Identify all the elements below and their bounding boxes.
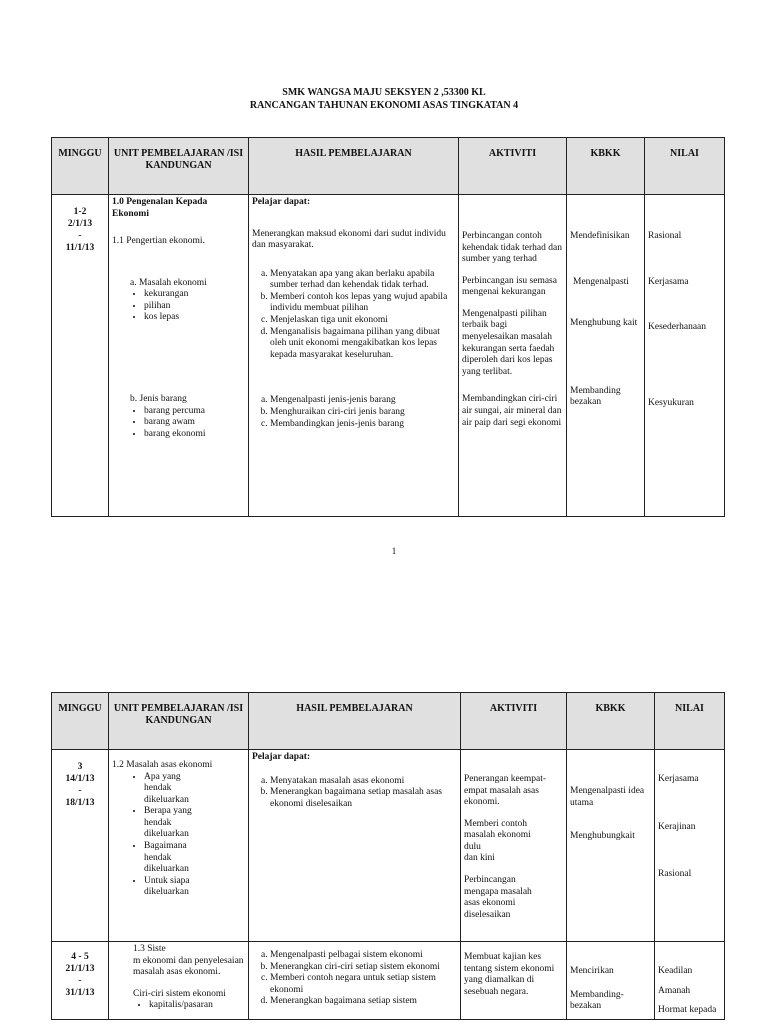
nilai-text: Rasional <box>658 869 692 880</box>
list-item: c. Memberi contoh negara untuk setiap sistem ekonomi <box>270 973 457 996</box>
unit-sub: Ciri-ciri sistem ekonomi <box>133 988 226 999</box>
list-item: • Berapa yang hendak dikeluarkan <box>144 806 205 841</box>
activity-cell <box>459 195 567 517</box>
unit-subtopic: 1.1 Pengertian ekonomi. <box>112 236 205 247</box>
list-item: c. Membandingkan jenis-jenis barang <box>270 419 455 431</box>
kbkk-text: Membanding bezakan <box>570 385 621 408</box>
list-item: • kos lepas <box>144 312 245 324</box>
outcome-intro: Pelajar dapat: <box>252 752 311 762</box>
kbkk-cell <box>567 942 655 1020</box>
activity-text: dan kini <box>464 853 495 864</box>
activity-text: Perbincangan mengapa masalah asas ekonomi diselesaikan <box>464 875 532 920</box>
unit-cell <box>109 750 249 942</box>
col-kbkk: KBKK <box>567 138 645 195</box>
list-item: b. Memberi contoh kos lepas yang wujud apabila individu membuat pilihan <box>270 292 455 315</box>
kbkk-text: Mengenalpasti idea utama <box>570 786 645 808</box>
plan-title: RANCANGAN TAHUNAN EKONOMI ASAS TINGKATAN 4 <box>249 100 519 111</box>
nilai-text: Amanah <box>658 985 691 996</box>
list-item: • barang awam <box>144 417 245 429</box>
col-hasil: HASIL PEMBELAJARAN <box>249 693 461 750</box>
nilai-cell <box>645 195 725 517</box>
unit-list <box>133 1000 245 1012</box>
table-row <box>52 942 725 1020</box>
school-title: SMK WANGSA MAJU SEKSYEN 2 ,53300 KL <box>282 87 486 98</box>
kbkk-text: Menghubungkait <box>570 831 635 842</box>
list-item: • Untuk siapa dikeluarkan <box>144 876 205 899</box>
activity-cell <box>461 942 567 1020</box>
col-hasil: HASIL PEMBELAJARAN <box>249 138 459 195</box>
list-item: • barang ekonomi <box>144 429 245 441</box>
nilai-text: Hormat kepada <box>658 1005 717 1016</box>
unit-heading-cont: m ekonomi dan penyelesaian masalah asas ekonomi. <box>133 955 244 978</box>
unit-b: b. Jenis barang <box>130 394 187 405</box>
col-kbkk: KBKK <box>567 693 655 750</box>
outcome-list <box>252 776 457 811</box>
list-item: c. Menjelaskan tiga unit ekonomi <box>270 315 455 327</box>
col-aktiviti: AKTIVITI <box>461 693 567 750</box>
nilai-text: Keadilan <box>658 966 693 976</box>
kbkk-cell <box>567 195 645 517</box>
activity-text: Membuat kajian kes tentang sistem ekonomi yang diamalkan di sesebuah negara. <box>464 952 555 997</box>
table-header-row <box>52 138 725 195</box>
activity-text: Membandingkan ciri-ciri air sungai, air mineral dan air paip dari segi ekonomi <box>462 394 562 428</box>
nilai-text: Kerjasama <box>648 276 689 287</box>
list-item: • kekurangan <box>144 289 245 301</box>
unit-b-list <box>112 406 245 441</box>
list-item: • kapitalis/pasaran <box>149 1000 245 1012</box>
col-minggu: MINGGU <box>52 138 109 195</box>
outcome-list <box>252 950 457 1008</box>
week-cell: 4 - 5 21/1/13 - 31/1/13 <box>52 942 109 1020</box>
list-item: a. Mengenalpasti jenis-jenis barang <box>270 395 455 407</box>
unit-heading: 1.0 Pengenalan Kepada Ekonomi <box>112 197 208 219</box>
list-item: b. Menghuraikan ciri-ciri jenis barang <box>270 407 455 419</box>
table-row <box>52 750 725 942</box>
col-unit: UNIT PEMBELAJARAN /ISI KANDUNGAN <box>109 138 249 195</box>
nilai-text: Kerajinan <box>658 821 696 832</box>
activity-text: Mengenalpasti pilihan terbaik bagi menyelesaikan masalah kekurangan serta faedah diperoleh dari kos lepas yang terlibat. <box>462 308 555 377</box>
kbkk-text: Mengenalpasti <box>573 276 629 287</box>
list-item: • barang percuma <box>144 406 245 418</box>
nilai-text: Kesederhanaan <box>648 322 707 333</box>
outcome-cell <box>249 942 461 1020</box>
outcome-list-b <box>252 395 455 430</box>
list-item: • pilihan <box>144 301 245 313</box>
list-item: a. Mengenalpasti pelbagai sistem ekonomi <box>270 950 457 962</box>
unit-cell <box>109 942 249 1020</box>
table-header-row <box>52 693 725 750</box>
unit-list <box>112 772 245 899</box>
list-item: a. Menyatakan masalah asas ekonomi <box>270 776 457 788</box>
list-item: a. Menyatakan apa yang akan berlaku apabila sumber terhad dan kehendak tidak terhad. <box>270 269 455 292</box>
activity-text: Penerangan keempat-empat masalah asas ekonomi. <box>464 774 547 808</box>
outcome-intro: Pelajar dapat: <box>252 197 311 207</box>
kbkk-text: Menghubung kait <box>570 318 638 329</box>
nilai-cell <box>655 750 725 942</box>
week-cell: 1-2 2/1/13 - 11/1/13 <box>52 195 109 517</box>
table-row <box>52 195 725 517</box>
outcome-list-a <box>252 269 455 362</box>
plan-table-2 <box>51 692 725 1020</box>
kbkk-text: Mencirikan <box>570 966 614 976</box>
list-item: • Bagaimana hendak dikeluarkan <box>144 841 205 876</box>
week-cell: 3 14/1/13 - 18/1/13 <box>52 750 109 942</box>
outcome-text: Menerangkan maksud ekonomi dari sudut individu dan masyarakat. <box>252 228 446 251</box>
unit-heading: 1.3 Siste <box>133 944 166 954</box>
activity-text: Memberi contoh masalah ekonomi dulu <box>464 818 531 852</box>
activity-text: Perbincangan isu semasa mengenai kekurangan <box>462 275 557 298</box>
nilai-cell <box>655 942 725 1020</box>
unit-cell <box>109 195 249 517</box>
list-item: b. Menerangkan ciri-ciri setiap sistem ekonomi <box>270 962 457 974</box>
col-unit: UNIT PEMBELAJARAN /ISI KANDUNGAN <box>109 693 249 750</box>
nilai-text: Kesyukuran <box>648 397 694 408</box>
nilai-text: Kerjasama <box>658 774 699 784</box>
outcome-cell <box>249 195 459 517</box>
kbkk-cell <box>567 750 655 942</box>
list-item: b. Menerangkan bagaimana setiap masalah asas ekonomi diselesaikan <box>270 787 457 810</box>
kbkk-text: Membanding-bezakan <box>570 989 624 1012</box>
kbkk-text: Mendefinisikan <box>570 231 630 241</box>
list-item: • Apa yang hendak dikeluarkan <box>144 772 205 807</box>
col-nilai: NILAI <box>645 138 725 195</box>
outcome-cell <box>249 750 461 942</box>
unit-a-list <box>112 289 245 324</box>
page-number: 1 <box>391 546 397 556</box>
activity-text: Perbincangan contoh kehendak tidak terhad dan sumber yang terhad <box>462 231 562 265</box>
unit-a: a. Masalah ekonomi <box>130 277 207 288</box>
nilai-text: Rasional <box>648 231 682 241</box>
col-aktiviti: AKTIVITI <box>459 138 567 195</box>
col-nilai: NILAI <box>655 693 725 750</box>
col-minggu: MINGGU <box>52 693 109 750</box>
activity-cell <box>461 750 567 942</box>
plan-table-1 <box>51 137 725 517</box>
list-item: d. Menganalisis bagaimana pilihan yang dibuat oleh unit ekonomi mengakibatkan kos lepas kepada masyarakat keseluruhan. <box>270 327 455 362</box>
list-item: d. Menerangkan bagaimana setiap sistem <box>270 996 457 1008</box>
unit-heading: 1.2 Masalah asas ekonomi <box>112 760 213 770</box>
